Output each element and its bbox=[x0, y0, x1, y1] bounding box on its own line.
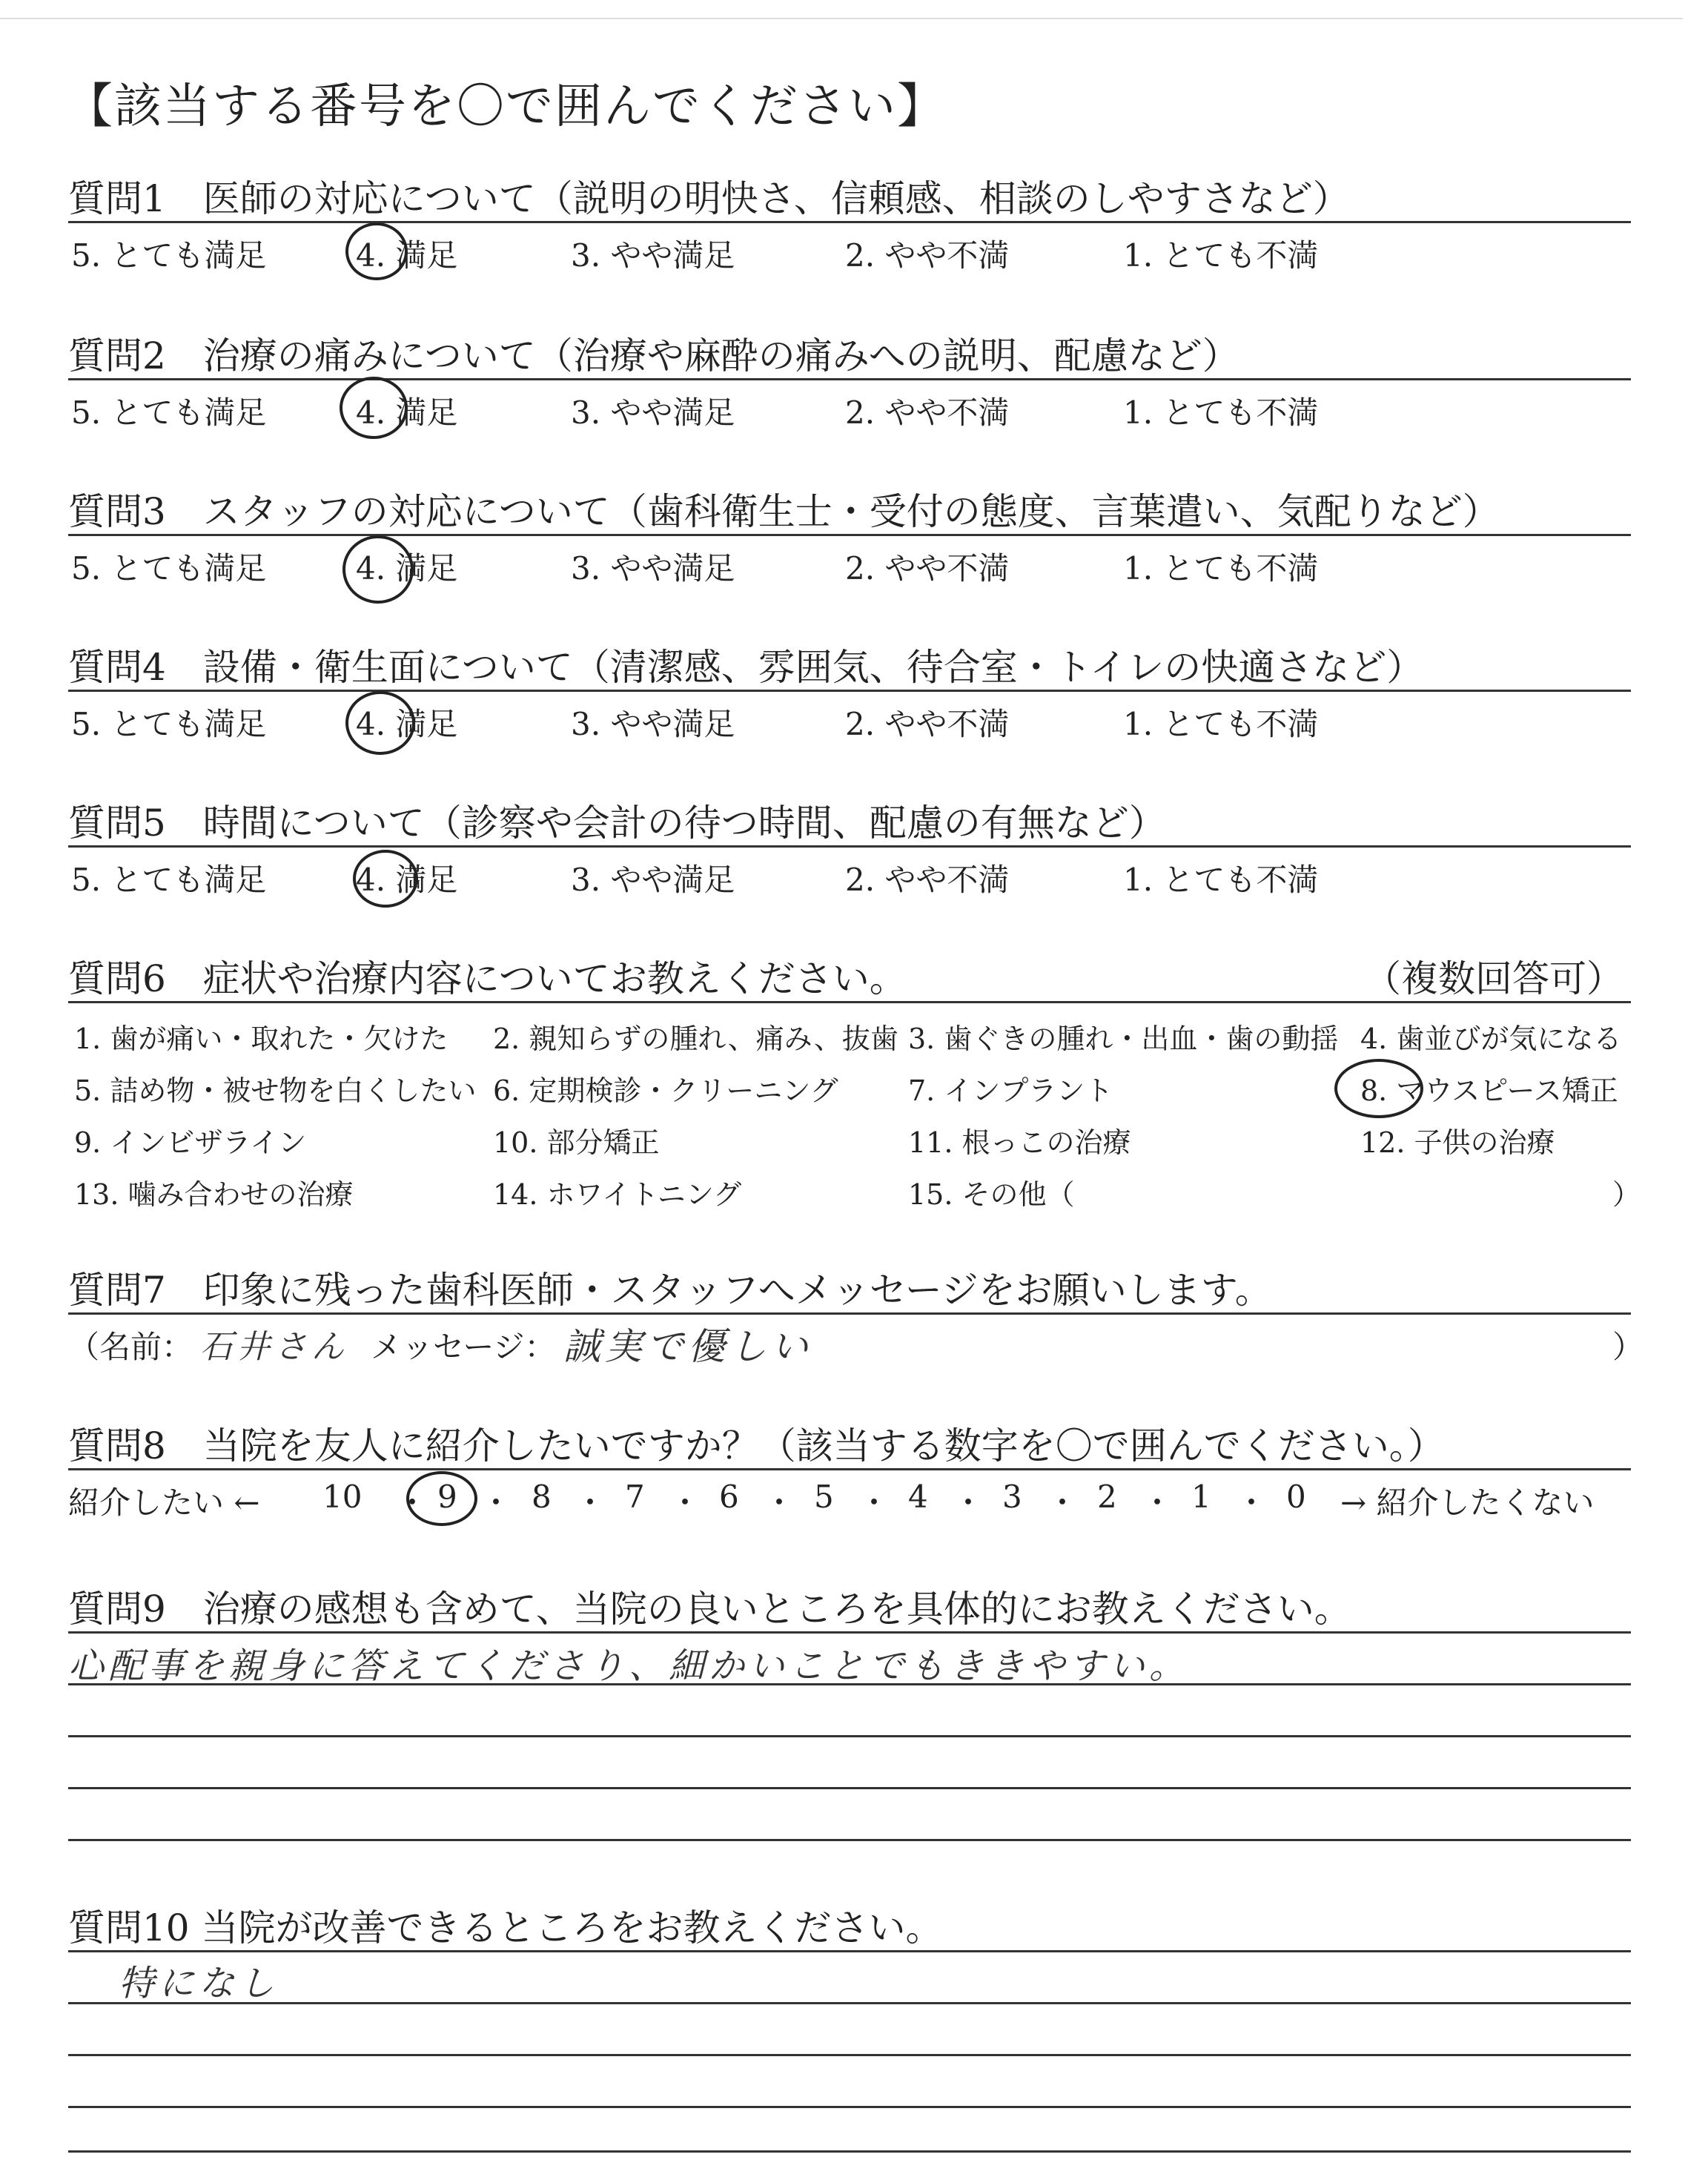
q8-dot: ・ bbox=[1142, 1484, 1174, 1521]
q6-heading: 質問6 症状や治療内容についてお教えください。 bbox=[68, 957, 907, 1000]
q2-selection-circle bbox=[340, 377, 408, 439]
q2-option-3[interactable]: 3. やや満足 bbox=[571, 394, 735, 431]
q5-option-4[interactable]: 4. 満足 bbox=[356, 862, 458, 898]
q4-option-2[interactable]: 2. やや不満 bbox=[845, 706, 1010, 742]
q8-dot: ・ bbox=[397, 1484, 428, 1521]
q6-item-8[interactable]: 8. マウスピース矯正 bbox=[1360, 1074, 1618, 1107]
q2-option-5[interactable]: 5. とても満足 bbox=[71, 394, 267, 431]
q1-option-2[interactable]: 2. やや不満 bbox=[845, 237, 1010, 274]
q6-item-2[interactable]: 2. 親知らずの腫れ、痛み、抜歯 bbox=[493, 1023, 898, 1055]
q6-other-close-paren: ） bbox=[1612, 1178, 1641, 1211]
q7-close-paren: ） bbox=[1612, 1329, 1644, 1365]
q10-answer-line bbox=[68, 2150, 1631, 2153]
q8-left-label: 紹介したい ← bbox=[68, 1484, 260, 1521]
q4-option-4[interactable]: 4. 満足 bbox=[356, 706, 458, 742]
q5-option-1[interactable]: 1. とても不満 bbox=[1123, 862, 1319, 898]
q9-rule bbox=[68, 1631, 1631, 1634]
q4-heading: 質問4 設備・衛生面について（清潔感、雰囲気、待合室・トイレの快適さなど） bbox=[68, 646, 1424, 689]
q8-dot: ・ bbox=[1047, 1484, 1079, 1521]
q1-option-1[interactable]: 1. とても不満 bbox=[1123, 237, 1319, 274]
q8-num-10[interactable]: 10 bbox=[322, 1479, 363, 1515]
q6-selection-circle bbox=[1334, 1059, 1423, 1118]
q8-dot: ・ bbox=[953, 1484, 984, 1521]
q1-option-4[interactable]: 4. 満足 bbox=[356, 237, 458, 274]
q8-heading: 質問8 当院を友人に紹介したいですか？（該当する数字を〇で囲んでください。） bbox=[68, 1424, 1445, 1467]
q3-option-3[interactable]: 3. やや満足 bbox=[571, 550, 735, 587]
q2-option-4[interactable]: 4. 満足 bbox=[356, 394, 458, 431]
q4-option-5[interactable]: 5. とても満足 bbox=[71, 706, 267, 742]
q4-option-1[interactable]: 1. とても不満 bbox=[1123, 706, 1319, 742]
q6-item-10[interactable]: 10. 部分矯正 bbox=[493, 1126, 660, 1159]
q6-item-14[interactable]: 14. ホワイトニング bbox=[493, 1178, 742, 1211]
q8-num-3[interactable]: 3 bbox=[1002, 1479, 1022, 1515]
q6-item-3[interactable]: 3. 歯ぐきの腫れ・出血・歯の動揺 bbox=[908, 1023, 1339, 1055]
q10-rule bbox=[68, 1950, 1631, 1952]
q8-dot: ・ bbox=[764, 1484, 795, 1521]
q3-selection-circle bbox=[342, 535, 414, 604]
q6-item-5[interactable]: 5. 詰め物・被せ物を白くしたい bbox=[74, 1074, 477, 1107]
q6-item-15[interactable]: 15. その他（ bbox=[908, 1178, 1075, 1211]
q5-selection-circle bbox=[353, 850, 418, 908]
q10-answer-line bbox=[68, 2106, 1631, 2108]
q8-dot: ・ bbox=[1236, 1484, 1268, 1521]
q1-heading: 質問1 医師の対応について（説明の明快さ、信頼感、相談のしやすさなど） bbox=[68, 177, 1350, 220]
q6-item-4[interactable]: 4. 歯並びが気になる bbox=[1360, 1023, 1622, 1055]
q1-selection-circle bbox=[345, 222, 408, 280]
q9-answer-line bbox=[68, 1839, 1631, 1841]
q8-dot: ・ bbox=[858, 1484, 890, 1521]
q8-num-9[interactable]: 9 bbox=[437, 1479, 457, 1515]
q5-rule bbox=[68, 845, 1631, 848]
q9-answer-line bbox=[68, 1735, 1631, 1737]
q3-option-2[interactable]: 2. やや不満 bbox=[845, 550, 1010, 587]
q2-heading: 質問2 治療の痛みについて（治療や麻酔の痛みへの説明、配慮など） bbox=[68, 334, 1239, 377]
q4-selection-circle bbox=[345, 691, 415, 755]
q9-heading: 質問9 治療の感想も含めて、当院の良いところを具体的にお教えください。 bbox=[68, 1588, 1351, 1631]
q6-item-11[interactable]: 11. 根っこの治療 bbox=[908, 1126, 1131, 1159]
q7-rule bbox=[68, 1312, 1631, 1315]
q8-right-label: → 紹介したくない bbox=[1340, 1484, 1595, 1521]
q8-num-7[interactable]: 7 bbox=[625, 1479, 645, 1515]
q6-item-7[interactable]: 7. インプラント bbox=[908, 1074, 1113, 1107]
q6-item-6[interactable]: 6. 定期検診・クリーニング bbox=[493, 1074, 838, 1107]
q5-option-3[interactable]: 3. やや満足 bbox=[571, 862, 735, 898]
q1-rule bbox=[68, 221, 1631, 223]
q6-rule bbox=[68, 1001, 1631, 1003]
q9-answer[interactable]: 心配事を親身に答えてくださり、細かいことでもききやすい。 bbox=[68, 1645, 1190, 1687]
q6-multi-answer-note: （複数回答可） bbox=[1364, 957, 1623, 1000]
q8-dot: ・ bbox=[669, 1484, 701, 1521]
q2-option-1[interactable]: 1. とても不満 bbox=[1123, 394, 1319, 431]
q6-item-1[interactable]: 1. 歯が痛い・取れた・欠けた bbox=[74, 1023, 448, 1055]
q8-num-5[interactable]: 5 bbox=[814, 1479, 834, 1515]
q8-num-1[interactable]: 1 bbox=[1191, 1479, 1211, 1515]
q3-rule bbox=[68, 534, 1631, 536]
q7-heading: 質問7 印象に残った歯科医師・スタッフへメッセージをお願いします。 bbox=[68, 1269, 1272, 1312]
q7-name-value[interactable]: 石井さん bbox=[200, 1328, 348, 1366]
q10-heading: 質問10 当院が改善できるところをお教えください。 bbox=[68, 1906, 943, 1949]
q8-rule bbox=[68, 1468, 1631, 1470]
q3-option-1[interactable]: 1. とても不満 bbox=[1123, 550, 1319, 587]
page-title: 【該当する番号を〇で囲んでください】 bbox=[65, 79, 946, 134]
q6-item-9[interactable]: 9. インビザライン bbox=[74, 1126, 307, 1159]
q8-num-2[interactable]: 2 bbox=[1097, 1479, 1117, 1515]
q2-rule bbox=[68, 378, 1631, 380]
q5-option-5[interactable]: 5. とても満足 bbox=[71, 862, 267, 898]
q1-option-3[interactable]: 3. やや満足 bbox=[571, 237, 735, 274]
q3-option-4[interactable]: 4. 満足 bbox=[356, 550, 458, 587]
q8-dot: ・ bbox=[575, 1484, 606, 1521]
q9-answer-line bbox=[68, 1787, 1631, 1789]
q3-heading: 質問3 スタッフの対応について（歯科衛生士・受付の態度、言葉遣い、気配りなど） bbox=[68, 490, 1500, 533]
q6-item-13[interactable]: 13. 噛み合わせの治療 bbox=[74, 1178, 354, 1211]
q4-option-3[interactable]: 3. やや満足 bbox=[571, 706, 735, 742]
q1-option-5[interactable]: 5. とても満足 bbox=[71, 237, 267, 274]
top-border bbox=[0, 18, 1683, 19]
q2-option-2[interactable]: 2. やや不満 bbox=[845, 394, 1010, 431]
q10-answer-line bbox=[68, 2054, 1631, 2056]
q5-option-2[interactable]: 2. やや不満 bbox=[845, 862, 1010, 898]
q8-dot: ・ bbox=[480, 1484, 512, 1521]
q8-num-6[interactable]: 6 bbox=[719, 1479, 739, 1515]
q3-option-5[interactable]: 5. とても満足 bbox=[71, 550, 267, 587]
q8-selection-circle bbox=[406, 1471, 477, 1526]
q5-heading: 質問5 時間について（診察や会計の待つ時間、配慮の有無など） bbox=[68, 802, 1166, 845]
q8-num-8[interactable]: 8 bbox=[532, 1479, 552, 1515]
q10-answer[interactable]: 特になし bbox=[119, 1963, 279, 2004]
q8-num-4[interactable]: 4 bbox=[908, 1479, 928, 1515]
q10-answer-line bbox=[68, 2002, 1631, 2004]
q4-rule bbox=[68, 690, 1631, 692]
q7-name-label: （名前： bbox=[68, 1329, 193, 1365]
q7-message-value[interactable]: 誠実で優しい bbox=[563, 1325, 812, 1368]
q8-num-0[interactable]: 0 bbox=[1286, 1479, 1306, 1515]
q9-answer-line bbox=[68, 1683, 1631, 1685]
q6-item-12[interactable]: 12. 子供の治療 bbox=[1360, 1126, 1555, 1159]
q7-message-label: メッセージ： bbox=[371, 1329, 556, 1365]
